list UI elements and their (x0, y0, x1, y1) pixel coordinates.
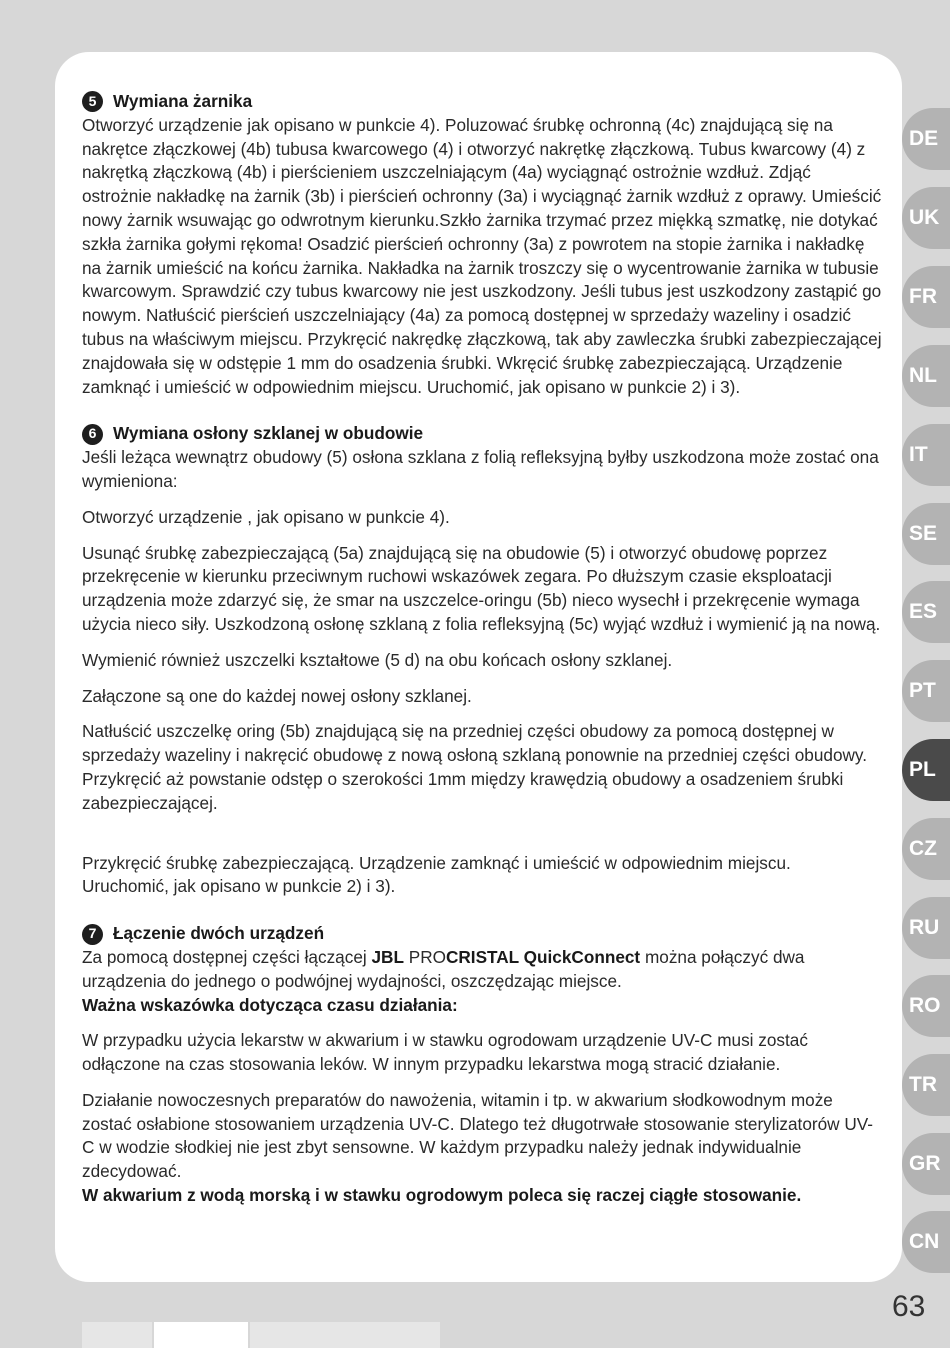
section-title: Łączenie dwóch urządzeń (113, 923, 325, 944)
paragraph: Jeśli leżąca wewnątrz obudowy (5) osłona szklana z folią refleksyjną byłby uszkodzona może zostać ona wymieniona: (82, 447, 879, 491)
paragraph: Otworzyć urządzenie jak opisano w punkcie 4). Poluzować śrubkę ochronną (4c) znajdującą się na nakrętce złączkowej (4b) tubusa kwarcowego (4) i otworzyć nakrętkę złączkową. Tubus kwarcowy (4) z nakrętką złączkową (4b) i pierścieniem uszczelniającym (4a) wyciągnąć ostrożnie wzdłuż. Zdjąć ostrożnie nakładkę na żarnik (3b) i pierścień ochronny (3a) i wyciągnąć żarnik wzdłuż z oprawy. Umieścić nowy żarnik wsuwając go odwrotnym kierunku.Szkło żarnika trzymać przez miękką szmatkę, nie dotykać szkła żarnika gołymi rękoma! Osadzić pierścień ochronny (3a) z powrotem na stopie żarnika i nakładkę na żarnik umieścić na końcu żarnika. Nakładka na żarnik troszczy się o wycentrowanie żarnika w tubusie kwarcowym. Sprawdzić czy tubus kwarcowy nie jest uszkodzony. Jeśli tubus jest uszkodzony zastąpić go nowym. Natłuścić pierścień uszczelniający (4a) za pomocą dostępnej w sprzedaży wazeliny i osadzić tubus na właściwym miejscu. Przykręcić nakrędkę złączkową, tak aby zawleczka śrubki zabezpieczającej znajdowała się w odstępie 1 mm do osadzenia śrubki. Wkręcić śrubkę zabezpieczającą. Urządzenie zamknąć i umieścić w odpowiednim miejscu. Uruchomić, jak opisano w punkcie 2) i 3). (82, 114, 882, 397)
paragraph: Działanie nowoczesnych preparatów do nawożenia, witamin i tp. w akwarium słodkowodnym może zostać osłabione stosowaniem urządzenia UV-C. Dlatego też długotrwałe stosowanie sterylizatorów UV-C w wodzie słodkiej nie jest zbyt sensowne. W każdym przypadku należy jednak indywidualnie zdecydować. (82, 1089, 874, 1182)
paragraph: Przykręcić śrubkę zabezpieczającą. Urządzenie zamknąć i umieścić w odpowiednim miejscu. Uruchomić, jak opisano w punkcie 2) i 3). (82, 852, 791, 897)
tab-ru[interactable]: RU (902, 897, 950, 959)
intro-paragraph (82, 946, 882, 994)
section-5-heading (82, 90, 882, 114)
tab-gr[interactable]: GR (902, 1133, 950, 1195)
intro-text-end: można połączyć dwa urządzenia do jednego o podwójnej wydajności, oszczędzając miejsce. (82, 946, 805, 991)
intro-text: Za pomocą dostępnej części łączącej (82, 946, 372, 967)
paragraph: Usunąć śrubkę zabezpieczającą (5a) znajdującą się na obudowie (5) i otworzyć obudowę poprzez przekręcenie w kierunku przeciwnym ruchowi wskazówek zegara. Po dłuższym czasie eksploatacji urządzenia może zdarzyć się, że smar na uszczelce-oringu (5b) nieco wysechł i przekręcenie wymaga użycia nieco siły. Uszkodzoną osłonę szklaną z folia refleksyjną (5c) wyjąć wzdłuż i wymienić ją na nową. (82, 542, 881, 634)
tab-se[interactable]: SE (902, 503, 950, 565)
paragraph: Załączone są one do każdej nowej osłony szklanej. (82, 685, 472, 706)
paragraph: Otworzyć urządzenie , jak opisano w punkcie 4). (82, 506, 450, 527)
section-number-badge: 7 (82, 924, 103, 945)
tab-pt[interactable]: PT (902, 660, 950, 722)
product-name: CRISTAL QuickConnect (445, 946, 641, 967)
section-number-badge: 6 (82, 424, 103, 445)
tab-nl[interactable]: NL (902, 345, 950, 407)
tab-it[interactable]: IT (902, 424, 950, 486)
tab-es[interactable]: ES (902, 581, 950, 643)
section-title: Wymiana żarnika (113, 91, 253, 111)
tab-cz[interactable]: CZ (902, 818, 950, 880)
tab-pl[interactable]: PL (902, 739, 950, 801)
section-6-heading (82, 422, 882, 446)
section-7-heading (82, 922, 882, 946)
tab-uk[interactable]: UK (902, 187, 950, 249)
section-title: Wymiana osłony szklanej w obudowie (113, 423, 424, 444)
tab-cn[interactable]: CN (902, 1211, 950, 1273)
paragraph: Natłuścić uszczelkę oring (5b) znajdującą się na przedniej części obudowy za pomocą dostępnej w sprzedaży wazeliny i nakręcić obudowę z nową osłoną szklaną ponownie na przedniej części obudowy. Przykręcić aż powstanie odstęp o szerokości 1mm między krawędzią obudowy a osadzeniem śrubki zabezpieczającej. (82, 721, 868, 813)
tab-fr[interactable]: FR (902, 266, 950, 328)
final-bold-note: W akwarium z wodą morską i w stawku ogrodowym poleca się raczej ciągłe stosowanie. (82, 1185, 802, 1206)
important-heading: Ważna wskazówka dotycząca czasu działania: (82, 994, 458, 1015)
tab-de[interactable]: DE (902, 108, 950, 170)
footer-strip (82, 1322, 152, 1348)
tab-tr[interactable]: TR (902, 1054, 950, 1116)
paragraph: W przypadku użycia lekarstw w akwarium i w stawku ogrodowam urządzenie UV-C musi zostać odłączone na czas stosowania leków. W innym przypadku lekarstwa mogą stracić działanie. (82, 1030, 808, 1075)
brand-pro: PRO (403, 946, 446, 967)
paragraph: Wymienić również uszczelki kształtowe (5 d) na obu końcach osłony szklanej. (82, 649, 673, 670)
section-number-badge: 5 (82, 91, 103, 112)
footer-strip (154, 1322, 248, 1348)
page-number: 63 (892, 1290, 926, 1323)
document-content (82, 90, 882, 1208)
brand-jbl: JBL (371, 946, 404, 967)
tab-ro[interactable]: RO (902, 975, 950, 1037)
footer-strip (250, 1322, 440, 1348)
